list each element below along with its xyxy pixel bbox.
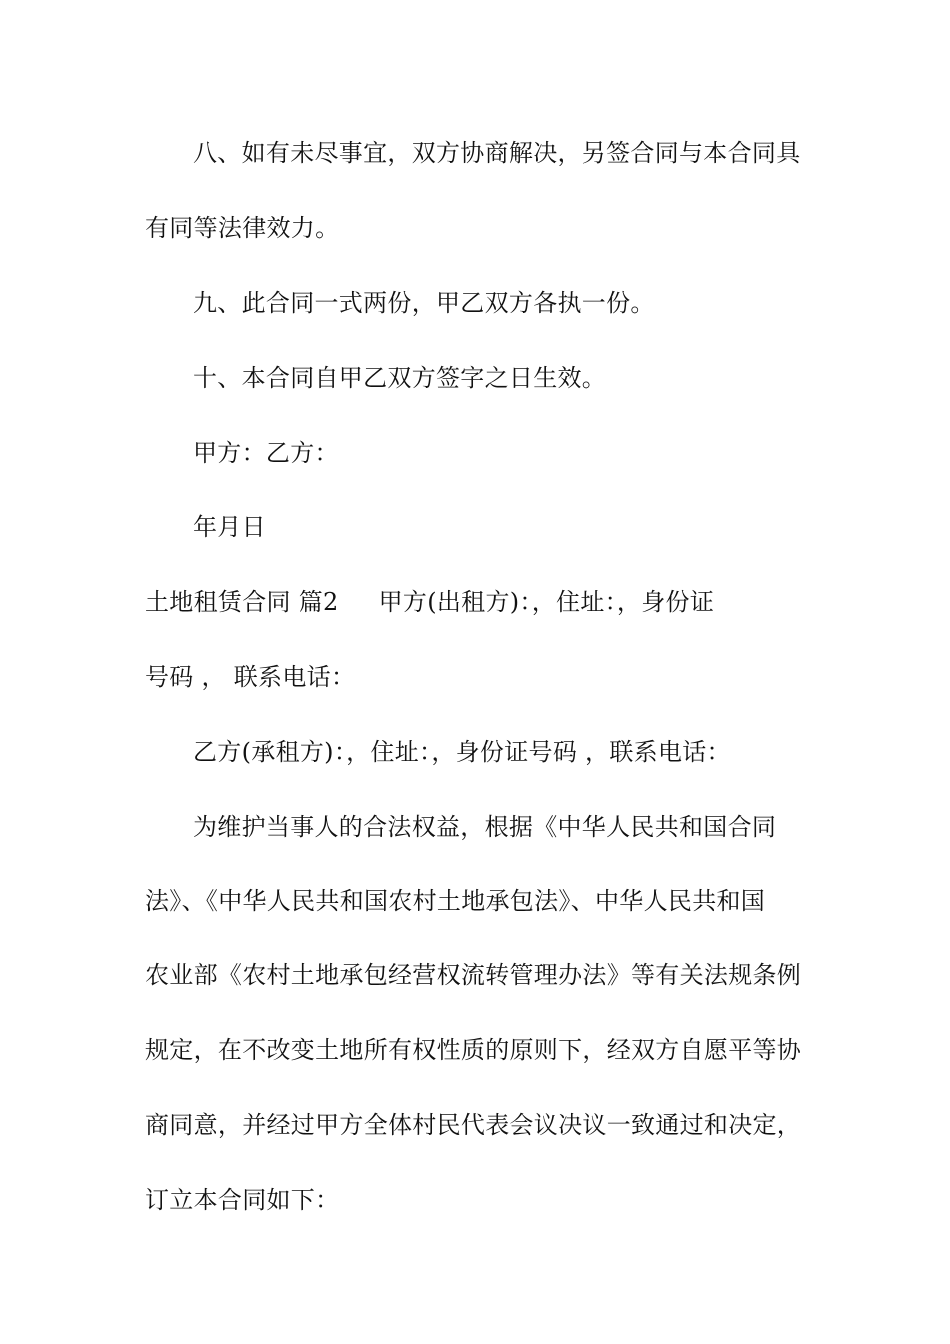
preamble-line-6: 订立本合同如下： [145,1186,340,1214]
preamble-line-1: 为维护当事人的合法权益，根据《中华人民共和国合同 [193,813,777,841]
party-a-info: 甲方(出租方)：，住址：，身份证 [378,588,715,616]
section-2-header-line [145,587,807,617]
section-title: 土地租赁合同 篇2 [145,588,339,616]
preamble-line-4: 规定，在不改变土地所有权性质的原则下，经双方自愿平等协 [145,1036,802,1064]
clause-10: 十、本合同自甲乙双方签字之日生效。 [193,364,607,392]
preamble-line-5: 商同意，并经过甲方全体村民代表会议决议一致通过和决定， [145,1111,802,1139]
clause-8-line-2: 有同等法律效力。 [145,214,340,242]
clause-9: 九、此合同一式两份，甲乙双方各执一份。 [193,289,655,317]
clause-8-line-1: 八、如有未尽事宜，双方协商解决，另签合同与本合同具 [193,139,801,167]
signature-date: 年月日 [193,513,266,541]
signature-parties: 甲方：乙方： [193,439,339,467]
party-b-info: 乙方(承租方)：，住址：，身份证号码 ，联系电话： [193,738,731,766]
preamble-line-3: 农业部《农村土地承包经营权流转管理办法》等有关法规条例 [145,961,802,989]
preamble-line-2: 法》、《中华人民共和国农村土地承包法》、中华人民共和国 [145,887,766,915]
party-a-info-cont: 号码 ， 联系电话： [145,663,356,691]
